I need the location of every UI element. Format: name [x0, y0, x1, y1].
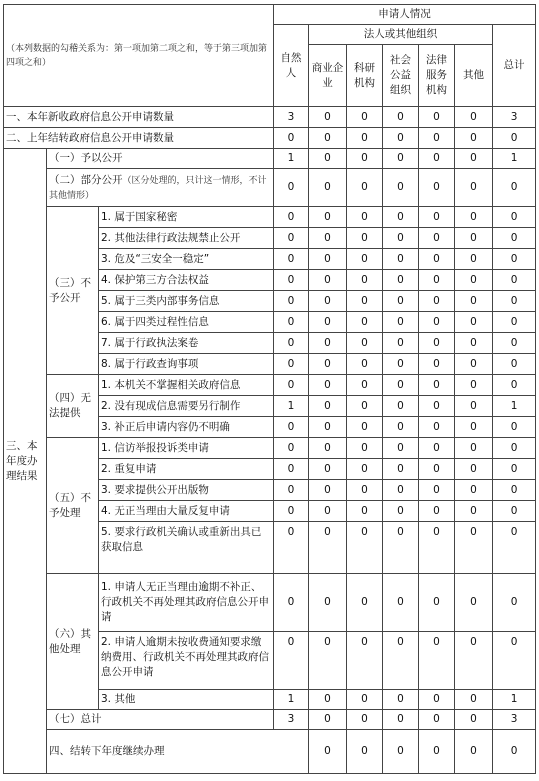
cell-value: 0: [274, 632, 309, 690]
cell-value: 0: [419, 270, 455, 291]
cell-value: 0: [383, 128, 419, 149]
cell-value: 0: [347, 128, 383, 149]
cell-value: 0: [309, 291, 347, 312]
cell-value: 0: [493, 354, 536, 375]
cell-value: 0: [383, 632, 419, 690]
cell-value: 0: [309, 149, 347, 169]
group-6-label: （六）其他处理: [47, 574, 99, 710]
row-label: 一、本年新收政府信息公开申请数量: [4, 107, 274, 128]
row-label: [47, 169, 274, 207]
cell-value: 0: [309, 270, 347, 291]
cell-value: 0: [419, 501, 455, 522]
cell-value: 1: [493, 690, 536, 710]
cell-value: 0: [419, 396, 455, 417]
cell-value: 0: [493, 730, 536, 774]
cell-value: 0: [383, 291, 419, 312]
row-label: 四、结转下年度继续办理: [47, 730, 309, 774]
row-label: 3. 其他: [99, 690, 274, 710]
cell-value: 0: [383, 438, 419, 459]
cell-value: 0: [347, 459, 383, 480]
cell-value: 0: [455, 375, 493, 396]
section-3-label: 三、本年度办理结果: [4, 149, 47, 774]
header-law: 法律服务机构: [419, 45, 455, 107]
cell-value: 0: [347, 730, 383, 774]
cell-value: 0: [455, 128, 493, 149]
cell-value: 0: [383, 480, 419, 501]
cell-value: 0: [455, 107, 493, 128]
cell-value: 0: [274, 522, 309, 574]
cell-value: 0: [309, 438, 347, 459]
cell-value: 0: [383, 459, 419, 480]
cell-value: 0: [493, 128, 536, 149]
row-label: 7. 属于行政执法案卷: [99, 333, 274, 354]
cell-value: 0: [274, 459, 309, 480]
cell-value: 0: [455, 333, 493, 354]
cell-value: 0: [309, 522, 347, 574]
cell-value: 0: [383, 375, 419, 396]
cell-value: 0: [347, 270, 383, 291]
cell-value: 0: [419, 291, 455, 312]
cell-value: 0: [419, 207, 455, 228]
cell-value: 0: [347, 522, 383, 574]
cell-value: 0: [455, 312, 493, 333]
table-row: [4, 574, 536, 632]
cell-value: 0: [309, 417, 347, 438]
cell-value: 0: [455, 249, 493, 270]
cell-value: 0: [309, 632, 347, 690]
cell-value: 0: [347, 228, 383, 249]
cell-value: 0: [493, 291, 536, 312]
cell-value: 0: [347, 107, 383, 128]
header-research: 科研机构: [347, 45, 383, 107]
cell-value: 0: [419, 574, 455, 632]
cell-value: 0: [347, 417, 383, 438]
cell-value: 0: [419, 459, 455, 480]
cell-value: 0: [419, 228, 455, 249]
cell-value: 0: [455, 522, 493, 574]
row-label: （一）予以公开: [47, 149, 274, 169]
cell-value: 0: [309, 730, 347, 774]
cell-value: 3: [274, 107, 309, 128]
cell-value: 0: [309, 107, 347, 128]
row-label: 3. 危及“三安全一稳定”: [99, 249, 274, 270]
cell-value: 0: [347, 710, 383, 730]
row-label: 2. 其他法律行政法规禁止公开: [99, 228, 274, 249]
cell-value: 0: [383, 354, 419, 375]
cell-value: 0: [347, 480, 383, 501]
cell-value: 0: [347, 249, 383, 270]
cell-value: 0: [309, 169, 347, 207]
table-row: [4, 375, 536, 396]
cell-value: 0: [419, 354, 455, 375]
cell-value: 0: [455, 354, 493, 375]
group-4-label: （四）无法提供: [47, 375, 99, 438]
cell-value: 0: [419, 480, 455, 501]
cell-value: 0: [274, 417, 309, 438]
cell-value: 0: [493, 228, 536, 249]
header-other: 其他: [455, 45, 493, 107]
header-total: 总计: [493, 25, 536, 107]
cell-value: 0: [309, 375, 347, 396]
cell-value: 0: [383, 710, 419, 730]
cell-value: 0: [493, 333, 536, 354]
cell-value: 0: [274, 501, 309, 522]
row-label: （七）总计: [47, 710, 274, 730]
table-row: [4, 107, 536, 128]
cell-value: 0: [493, 501, 536, 522]
cell-value: 0: [383, 501, 419, 522]
cell-value: 0: [383, 312, 419, 333]
cell-value: 3: [493, 710, 536, 730]
cell-value: 0: [493, 574, 536, 632]
header-social: 社会公益组织: [383, 45, 419, 107]
cell-value: 0: [309, 128, 347, 149]
cell-value: 0: [419, 333, 455, 354]
header-commercial: 商业企业: [309, 45, 347, 107]
cell-value: 0: [419, 375, 455, 396]
cell-value: 0: [309, 710, 347, 730]
cell-value: 0: [455, 207, 493, 228]
cell-value: 0: [383, 730, 419, 774]
cell-value: 0: [309, 396, 347, 417]
cell-value: 0: [383, 690, 419, 710]
cell-value: 0: [274, 270, 309, 291]
header-note: （本列数据的勾稽关系为：第一项加第二项之和，等于第三项加第四项之和）: [4, 5, 274, 107]
row-label: 1. 信访举报投诉类申请: [99, 438, 274, 459]
cell-value: 0: [419, 249, 455, 270]
cell-value: 0: [347, 169, 383, 207]
cell-value: 0: [455, 169, 493, 207]
cell-value: 0: [455, 574, 493, 632]
cell-value: 0: [419, 417, 455, 438]
cell-value: 0: [383, 417, 419, 438]
cell-value: 1: [274, 396, 309, 417]
cell-value: 0: [455, 501, 493, 522]
cell-value: 0: [419, 522, 455, 574]
cell-value: 0: [493, 438, 536, 459]
cell-value: 0: [274, 375, 309, 396]
cell-value: 0: [493, 522, 536, 574]
cell-value: 0: [419, 710, 455, 730]
row-label: 二、上年结转政府信息公开申请数量: [4, 128, 274, 149]
row-label: 1. 属于国家秘密: [99, 207, 274, 228]
table-row: [4, 438, 536, 459]
cell-value: 0: [347, 501, 383, 522]
cell-value: 0: [274, 228, 309, 249]
cell-value: 0: [493, 270, 536, 291]
cell-value: 0: [274, 291, 309, 312]
cell-value: 0: [493, 312, 536, 333]
row-label: 2. 申请人逾期未按收费通知要求缴纳费用、行政机关不再处理其政府信息公开申请: [99, 632, 274, 690]
cell-value: 0: [419, 149, 455, 169]
cell-value: 0: [274, 169, 309, 207]
cell-value: 0: [455, 459, 493, 480]
row-label: 2. 重复申请: [99, 459, 274, 480]
cell-value: 0: [309, 354, 347, 375]
cell-value: 0: [309, 312, 347, 333]
cell-value: 0: [347, 291, 383, 312]
row-label: 5. 属于三类内部事务信息: [99, 291, 274, 312]
row-label: 4. 保护第三方合法权益: [99, 270, 274, 291]
cell-value: 0: [383, 396, 419, 417]
cell-value: 0: [455, 396, 493, 417]
cell-value: 0: [493, 375, 536, 396]
cell-value: 0: [347, 207, 383, 228]
cell-value: 0: [347, 396, 383, 417]
table-row: [4, 207, 536, 228]
cell-value: 0: [455, 480, 493, 501]
cell-value: 0: [274, 128, 309, 149]
row-label-main: （二）部分公开: [49, 173, 123, 186]
cell-value: 0: [383, 207, 419, 228]
cell-value: 0: [493, 207, 536, 228]
cell-value: 0: [347, 375, 383, 396]
row-label: 1. 本机关不掌握相关政府信息: [99, 375, 274, 396]
cell-value: 0: [309, 333, 347, 354]
cell-value: 0: [493, 169, 536, 207]
cell-value: 0: [309, 690, 347, 710]
cell-value: 0: [347, 574, 383, 632]
cell-value: 0: [347, 690, 383, 710]
cell-value: 1: [493, 396, 536, 417]
cell-value: 1: [493, 149, 536, 169]
cell-value: 0: [274, 312, 309, 333]
cell-value: 0: [455, 690, 493, 710]
cell-value: 0: [274, 333, 309, 354]
cell-value: 0: [455, 270, 493, 291]
header-legal-group: 法人或其他组织: [309, 25, 493, 45]
cell-value: 0: [309, 459, 347, 480]
cell-value: 0: [383, 333, 419, 354]
table-row: [4, 730, 536, 774]
header-natural: 自然人: [274, 25, 309, 107]
cell-value: 0: [419, 107, 455, 128]
row-label: 3. 要求提供公开出版物: [99, 480, 274, 501]
cell-value: 0: [455, 730, 493, 774]
cell-value: 0: [455, 149, 493, 169]
row-label-note: （区分处理的，只计这一情形，不计其他情形）: [49, 175, 267, 201]
cell-value: 0: [383, 107, 419, 128]
group-5-label: （五）不予处理: [47, 438, 99, 574]
cell-value: 0: [383, 522, 419, 574]
cell-value: 0: [419, 690, 455, 710]
cell-value: 1: [274, 690, 309, 710]
cell-value: 0: [347, 354, 383, 375]
cell-value: 0: [347, 312, 383, 333]
cell-value: 0: [383, 228, 419, 249]
cell-value: 0: [419, 312, 455, 333]
cell-value: 0: [493, 459, 536, 480]
cell-value: 0: [383, 169, 419, 207]
cell-value: 0: [347, 438, 383, 459]
cell-value: 0: [383, 270, 419, 291]
disclosure-table: [3, 4, 536, 774]
cell-value: 0: [274, 249, 309, 270]
cell-value: 0: [493, 417, 536, 438]
cell-value: 0: [419, 169, 455, 207]
cell-value: 0: [309, 501, 347, 522]
cell-value: 0: [274, 438, 309, 459]
cell-value: 0: [309, 249, 347, 270]
cell-value: 0: [455, 632, 493, 690]
cell-value: 0: [347, 149, 383, 169]
cell-value: 0: [455, 291, 493, 312]
row-label: 2. 没有现成信息需要另行制作: [99, 396, 274, 417]
table-row: [4, 128, 536, 149]
table-row: [4, 710, 536, 730]
cell-value: 0: [309, 574, 347, 632]
cell-value: 0: [419, 730, 455, 774]
header-applicant: 申请人情况: [274, 5, 536, 25]
row-label: 6. 属于四类过程性信息: [99, 312, 274, 333]
cell-value: 0: [493, 480, 536, 501]
cell-value: 1: [274, 149, 309, 169]
cell-value: 0: [419, 128, 455, 149]
cell-value: 3: [493, 107, 536, 128]
cell-value: 0: [309, 207, 347, 228]
cell-value: 0: [383, 574, 419, 632]
cell-value: 0: [419, 632, 455, 690]
cell-value: 0: [455, 710, 493, 730]
cell-value: 0: [383, 149, 419, 169]
cell-value: 0: [493, 632, 536, 690]
cell-value: 0: [274, 207, 309, 228]
row-label: 8. 属于行政查询事项: [99, 354, 274, 375]
cell-value: 0: [274, 354, 309, 375]
cell-value: 0: [347, 333, 383, 354]
cell-value: 0: [274, 480, 309, 501]
row-label: 3. 补正后申请内容仍不明确: [99, 417, 274, 438]
cell-value: 0: [309, 480, 347, 501]
cell-value: 0: [309, 228, 347, 249]
cell-value: 0: [383, 249, 419, 270]
cell-value: 3: [274, 710, 309, 730]
cell-value: 0: [455, 438, 493, 459]
cell-value: 0: [455, 417, 493, 438]
cell-value: 0: [455, 228, 493, 249]
table-row: [4, 169, 536, 207]
table-row: [4, 149, 536, 169]
cell-value: 0: [347, 632, 383, 690]
cell-value: 0: [493, 249, 536, 270]
cell-value: 0: [274, 574, 309, 632]
row-label: 5. 要求行政机关确认或重新出具已获取信息: [99, 522, 274, 574]
row-label: 4. 无正当理由大量反复申请: [99, 501, 274, 522]
group-3-label: （三）不予公开: [47, 207, 99, 375]
cell-value: 0: [419, 438, 455, 459]
row-label: 1. 申请人无正当理由逾期不补正、行政机关不再处理其政府信息公开申请: [99, 574, 274, 632]
